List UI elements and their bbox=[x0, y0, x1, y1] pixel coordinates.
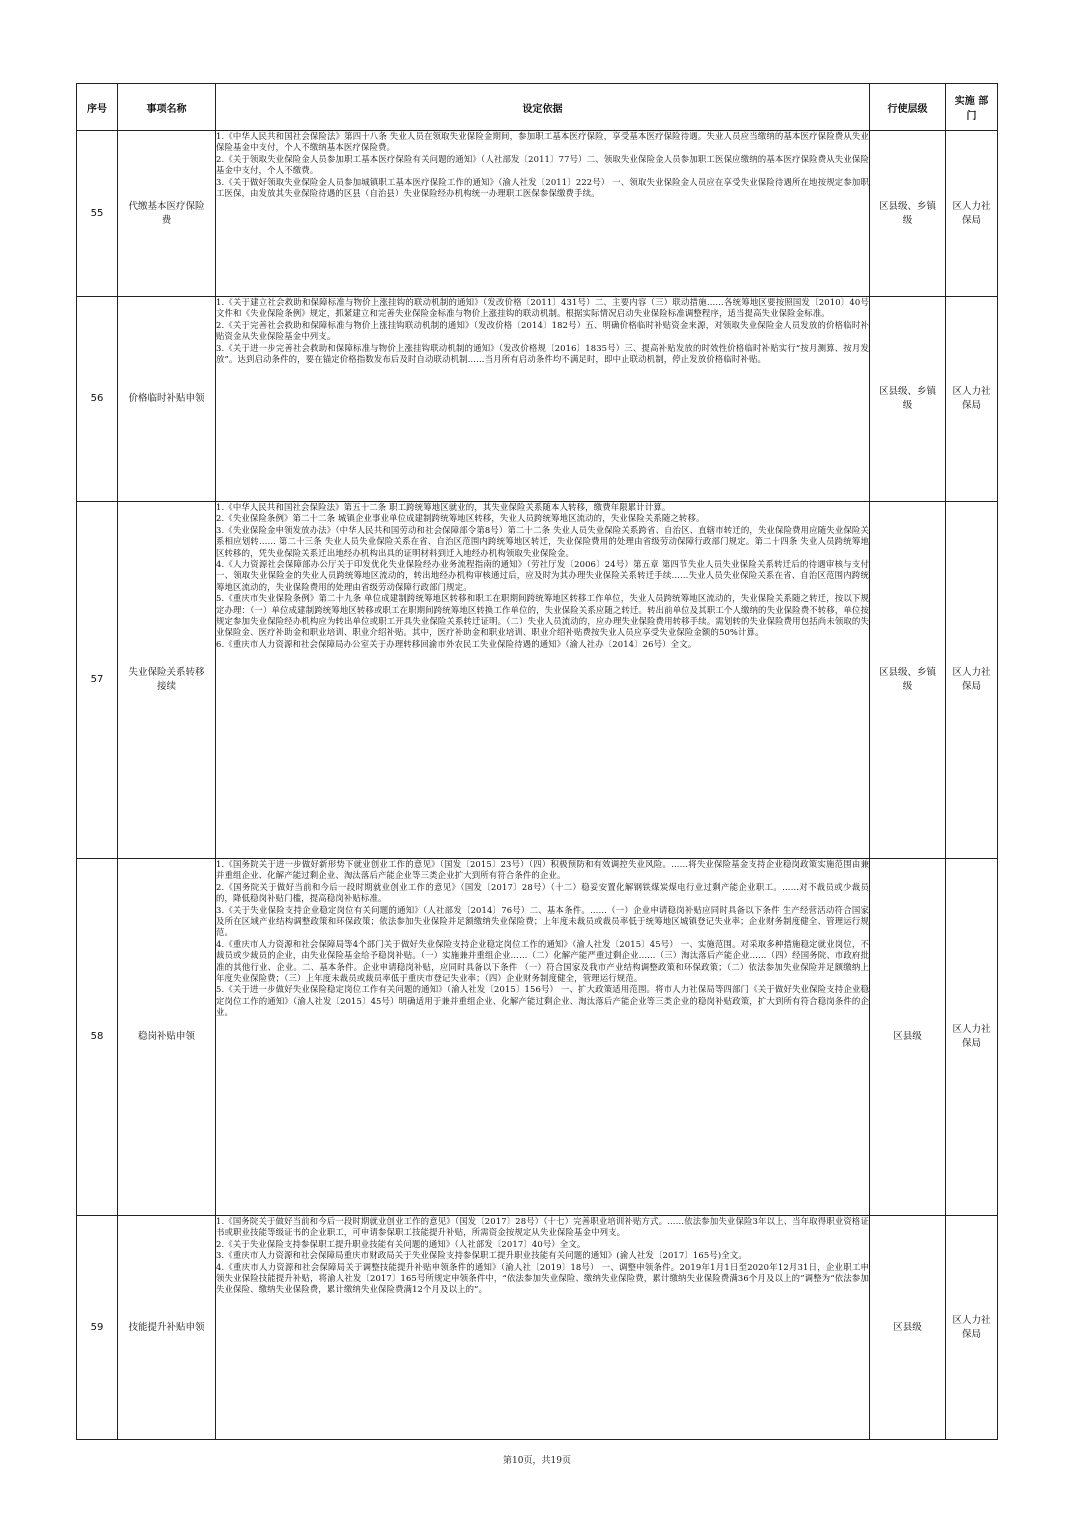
table-row bbox=[77, 131, 998, 297]
basis-clause: 3.《失业保险金申领发放办法》（中华人民共和国劳动和社会保障部令第8号）第二十二条 失业人员失业保险关系跨省、自治区、直辖市转迁的，失业保险费用应随失业保险关系相应划转…… 第二十三条 失业人员失业保险关系在省、自治区范围内跨统筹地区转迁，失业保险费用的处理由省级劳动保障行政部门规定。第二十四条 失业人员跨统筹地区转移的，凭失业保险关系迁出地经办机构出具的证明材料到迁入地经办机构领取失业保险金。 bbox=[216, 524, 869, 558]
table-row bbox=[77, 502, 998, 859]
header-dept: 实施 部门 bbox=[946, 84, 998, 131]
basis-clause: 3.《关于做好领取失业保险金人员参加城镇职工基本医疗保险工作的通知》（渝人社发〔2011〕222号） 一、领取失业保险金人员应在享受失业保险待遇所在地按规定参加职工医保，由发放其失业保险待遇的区县（自治县）失业保险经办机构统一办理职工医保参保缴费手续。 bbox=[216, 176, 869, 199]
row-seq: 55 bbox=[77, 131, 118, 297]
row-item-name: 失业保险关系转移接续 bbox=[118, 502, 216, 859]
header-level: 行使层级 bbox=[870, 84, 946, 131]
table-header-row bbox=[77, 84, 998, 131]
row-level: 区县级、乡镇级 bbox=[870, 131, 946, 297]
row-item-name: 代缴基本医疗保险费 bbox=[118, 131, 216, 297]
basis-clause: 3.《关于进一步完善社会救助和保障标准与物价上涨挂钩联动机制的通知》（发改价格规〔2016〕1835号）三、提高补贴发放的时效性价格临时补贴实行“按月测算、按月发放”。达到启动条件的，要在锚定价格指数发布后及时自动联动机制……当月所有启动条件均不满足时，即中止联动机制，停止发放价格临时补贴。 bbox=[216, 342, 869, 365]
row-level: 区县级 bbox=[870, 859, 946, 1216]
row-level: 区县级、乡镇级 bbox=[870, 297, 946, 502]
row-dept: 区人力社保局 bbox=[946, 131, 998, 297]
table-row bbox=[77, 859, 998, 1216]
basis-clause: 3.《关于失业保险支持企业稳定岗位有关问题的通知》（人社部发〔2014〕76号）二、基本条件。……（一）企业申请稳岗补贴应同时具备以下条件 生产经营活动符合国家及所在区域产业结构调整政策和环保政策；依法参加失业保险并足额缴纳失业保险费；上年度未裁员或裁员率低于统筹地区城镇登记失业率；企业财务制度健全、管理运行规范。 bbox=[216, 904, 869, 938]
row-item-name: 技能提升补贴申领 bbox=[118, 1216, 216, 1440]
row-dept: 区人力社保局 bbox=[946, 859, 998, 1216]
row-item-name: 价格临时补贴申领 bbox=[118, 297, 216, 502]
basis-clause: 2.《失业保险条例》第二十二条 城镇企业事业单位成建制跨统筹地区转移，失业人员跨统筹地区流动的，失业保险关系随之转移。 bbox=[216, 513, 705, 524]
basis-clause: 2.《关于失业保险支持参保职工提升职业技能有关问题的通知》（人社部发〔2017〕40号）全文。 bbox=[216, 1238, 586, 1249]
row-seq: 57 bbox=[77, 502, 118, 859]
row-dept: 区人力社保局 bbox=[946, 502, 998, 859]
header-name: 事项名称 bbox=[118, 84, 216, 131]
basis-clause: 1.《国务院关于进一步做好新形势下就业创业工作的意见》（国发〔2015〕23号）（四）积极预防和有效调控失业风险。……将失业保险基金支持企业稳岗政策实施范围由兼并重组企业、化解产能过剩企业、淘汰落后产能企业等三类企业扩大到所有符合条件的企业。 bbox=[216, 859, 869, 881]
row-seq: 56 bbox=[77, 297, 118, 502]
basis-clause: 2.《关于完善社会救助和保障标准与物价上涨挂钩联动机制的通知》（发改价格〔2014〕182号）五、明确价格临时补贴资金来源，对领取失业保险金人员发放的价格临时补贴资金从失业保险基金中列支。 bbox=[216, 319, 869, 342]
basis-clause: 1.《关于建立社会救助和保障标准与物价上涨挂钩的联动机制的通知》（发改价格〔2011〕431号）二、主要内容（三）联动措施……各统筹地区要按照国发〔2010〕40号文件和《失业保险条例》规定，抓紧建立和完善失业保险金标准与物价上涨挂钩的联动机制。根据实际情况启动失业保险标准调整程序，适当提高失业保险金标准。 bbox=[216, 297, 869, 319]
basis-clause: 6.《重庆市人力资源和社会保障局办公室关于办理转移回渝市外农民工失业保险待遇的通知》（渝人社办〔2014〕26号）全文。 bbox=[216, 638, 697, 649]
table-row bbox=[77, 297, 998, 502]
page-footer: 第10页，共19页 bbox=[503, 1456, 571, 1466]
basis-clause: 2.《国务院关于做好当前和今后一段时期就业创业工作的意见》（国发〔2017〕28号）（十二）稳妥安置化解钢铁煤炭煤电行业过剩产能企业职工。……对不裁员或少裁员的，降低稳岗补贴门槛，提高稳岗补贴标准。 bbox=[216, 881, 869, 904]
row-basis bbox=[216, 131, 870, 297]
row-seq: 59 bbox=[77, 1216, 118, 1440]
basis-clause: 2.《关于领取失业保险金人员参加职工基本医疗保险有关问题的通知》（人社部发〔2011〕77号）二、领取失业保险金人员参加职工医保应缴纳的基本医疗保险费从失业保险基金中支付，个人不缴费。 bbox=[216, 153, 869, 176]
row-basis bbox=[216, 502, 870, 859]
header-basis: 设定依据 bbox=[216, 84, 870, 131]
row-dept: 区人力社保局 bbox=[946, 1216, 998, 1440]
basis-clause: 1.《中华人民共和国社会保险法》第四十八条 失业人员在领取失业保险金期间，参加职工基本医疗保险，享受基本医疗保险待遇。失业人员应当缴纳的基本医疗保险费从失业保险基金中支付，个人不缴纳基本医疗保险费。 bbox=[216, 131, 869, 153]
items-table bbox=[76, 83, 998, 1440]
basis-clause: 1.《国务院关于做好当前和今后一段时期就业创业工作的意见》（国发〔2017〕28号）（十七）完善职业培训补贴方式。……依法参加失业保险3年以上、当年取得职业资格证书或职业技能等级证书的企业职工，可申请参保职工技能提升补贴，所需资金按规定从失业保险基金中列支。 bbox=[216, 1216, 869, 1238]
basis-clause: 4.《重庆市人力资源和社会保障局关于调整技能提升补贴申领条件的通知》（渝人社〔2019〕18号） 一、调整申领条件。2019年1月1日至2020年12月31日，企业职工申领失业保险技能提升补贴，将渝人社发〔2017〕165号所规定申领条件中，“依法参加失业保险、缴纳失业保险费，累计缴纳失业保险费满36个月及以上的”调整为“依法参加失业保险、缴纳失业保险费，累计缴纳失业保险费满12个月及以上的”。 bbox=[216, 1261, 869, 1295]
row-dept: 区人力社保局 bbox=[946, 297, 998, 502]
row-seq: 58 bbox=[77, 859, 118, 1216]
basis-clause: 1.《中华人民共和国社会保险法》第五十二条 职工跨统筹地区就业的，其失业保险关系随本人转移，缴费年限累计计算。 bbox=[216, 502, 671, 512]
row-level: 区县级、乡镇级 bbox=[870, 502, 946, 859]
header-seq: 序号 bbox=[77, 84, 118, 131]
row-level: 区县级 bbox=[870, 1216, 946, 1440]
row-basis bbox=[216, 1216, 870, 1440]
basis-clause: 4.《重庆市人力资源和社会保障局等4个部门关于做好失业保险支持企业稳定岗位工作的通知》（渝人社发〔2015〕45号） 一、实施范围。对采取多种措施稳定就业岗位，不裁员或少裁员的企业，由失业保险基金给予稳岗补贴。（一）实施兼并重组企业……（二）化解产能严重过剩企业……（三）淘汰落后产能企业……（四）经国务院、市政府批准的其他行业、企业。二、基本条件。企业申请稳岗补贴，应同时具备以下条件 （一）符合国家及我市产业结构调整政策和环保政策；（二）依法参加失业保险并足额缴纳上年度失业保险费；（三）上年度未裁员或裁员率低于重庆市登记失业率；（四）企业财务制度健全，管理运行规范。 bbox=[216, 938, 869, 984]
basis-clause: 3.《重庆市人力资源和社会保障局重庆市财政局关于失业保险支持参保职工提升职业技能有关问题的通知》(渝人社发〔2017〕165号)全文。 bbox=[216, 1250, 747, 1261]
basis-clause: 5.《关于进一步做好失业保险稳定岗位工作有关问题的通知》（渝人社发〔2015〕156号） 一、扩大政策适用范围。将市人力社保局等四部门《关于做好失业保险支持企业稳定岗位工作的通知》（渝人社发〔2015〕45号）明确适用于兼并重组企业、化解产能过剩企业、淘汰落后产能企业等三类企业的稳岗补贴政策，扩大到所有符合稳岗条件的企业。 bbox=[216, 984, 869, 1018]
row-basis bbox=[216, 297, 870, 502]
table-row bbox=[77, 1216, 998, 1440]
row-item-name: 稳岗补贴申领 bbox=[118, 859, 216, 1216]
basis-clause: 4.《人力资源社会保障部办公厅关于印发优化失业保险经办业务流程指南的通知》（劳社厅发〔2006〕24号）第五章 第四节失业人员失业保险关系转迁后的待遇审核与支付 一、领取失业保险金的失业人员跨统筹地区流动的，转出地经办机构审核通过后，应及时为其办理失业保险关系转迁手续……失业人员失业保险关系在省、自治区范围内跨统筹地区流动的，失业保险费用的处理由省级劳动保障行政部门规定。 bbox=[216, 559, 869, 592]
basis-clause: 5.《重庆市失业保险条例》第二十九条 单位成建制跨统筹地区转移和职工在职期间跨统筹地区转移工作单位，失业人员跨统筹地区流动的，失业保险关系随之转迁，按以下规定办理：（一）单位成建制跨统筹地区转移或职工在职期间跨统筹地区转换工作单位的，失业保险关系应随之转迁。转出前单位及其职工个人缴纳的失业保险费不转移，单位按规定参加失业保险经办机构应为转出单位或职工开具失业保险关系转迁证明。（二）失业人员流动的，应办理失业保险费用转移手续。需划转的失业保险费用包括尚未领取的失业保险金、医疗补助金和职业培训、职业介绍补贴。其中，医疗补助金和职业培训、职业介绍补贴费按失业人员应享受失业保险金额的50%计算。 bbox=[216, 593, 869, 638]
row-basis bbox=[216, 859, 870, 1216]
